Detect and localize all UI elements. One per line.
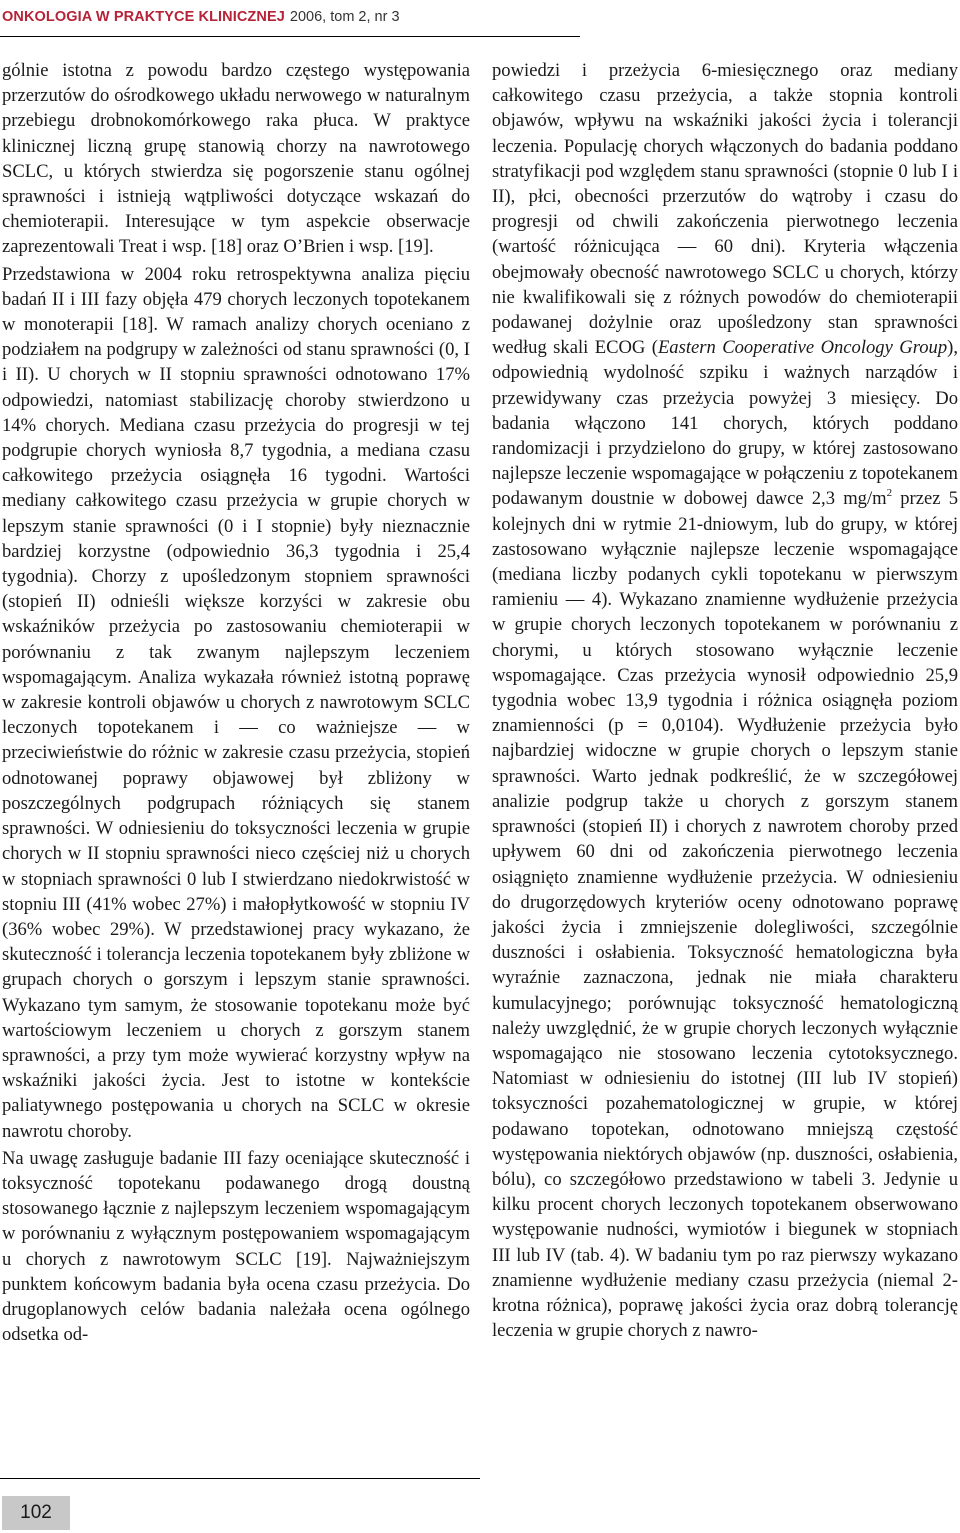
text-run: ), odpowiednią wydolność szpiku i ważnych narządów i przewidywany czas przeżycia powyżej 3 miesięcy. Do badania włączono 141 chorych, których poddano randomizacji i przydzielono do grupy, w której zastosowano najlepsze leczenie wspomagające w połączeniu z topotekanem podawanym doustnie w dobowej dawce 2,3 mg/m bbox=[492, 337, 958, 510]
text-run: przez 5 kolejnych dni w rytmie 21-dniowym, lub do grupy, w której zastosowano wyłącznie najlepsze leczenie wspomagające (mediana liczby podanych cykli topotekanu w pierwszym ramieniu — 4). Wykazano znamienne wydłużenie przeżycia w grupie chorych leczonych topotekanem w porównaniu z chorymi, u których stosowano wyłącznie leczenie wspomagające. Czas przeżycia wynosił odpowiednio 25,9 tygodnia wobec 13,9 tygodnia i różnica osiągnęła poziom znamienności (p = 0,0104). Wydłużenie przeżycia było najbardziej widoczne w grupie chorych o lepszym stanie sprawności. Warto jednak podkreślić, że w szczegółowej analizie podgrup także u chorych z gorszym stanem sprawności (stopień II) i chorych z nawrotem choroby przed upływem 60 dni od zakończenia pierwotnego leczenia osiągnięto znamienne wydłużenie przeżycia. W odniesieniu do drugorzędowych kryteriów oceny odnotowano poprawę jakości życia i zmniejszenie dolegliwości, szczególnie duszności i osłabienia. Toksyczność hematologiczna była wyraźnie zaznaczona, jednak nie miała charakteru kumulacyjnego; porównując toksyczność hematologiczną należy uwzględnić, że w grupie chorych leczonych wyłącznie wspomagająco nie stosowano leczenia cytotoksycznego. Natomiast w odniesieniu do istotnej (III lub IV stopień) toksyczności pozahematologicznej w grupie, w której podawano topotekan, odnotowano mniejszą częstość występowania niektórych objawów (np. duszności, osłabienia, bólu), co szczegółowo przedstawiono w tabeli 3. Jedynie u kilku procent chorych leczonych topotekanem obserwowano występowanie nudności, wymiotów i biegunek w stopniach III lub IV (tab. 4). W badaniu tym po raz pierwszy wykazano znamienne wydłużenie mediany czasu przeżycia (niemal 2-krotna różnica), poprawę jakości życia oraz dobrą tolerancję leczenia w grupie chorych z nawro- bbox=[492, 488, 958, 1342]
running-header bbox=[0, 0, 580, 37]
page-number: 102 bbox=[2, 1496, 70, 1530]
paragraph: Przedstawiona w 2004 roku retrospektywna analiza pięciu badań II i III fazy objęła 479 chorych leczonych topotekanem w monoterapii [18]. W ramach analizy chorych oceniano z podziałem na podgrupy w zależności od stanu sprawności (0, I i II). U chorych w II stopniu sprawności odnotowano 17% odpowiedzi, natomiast stabilizację choroby stwierdzono u 14% chorych. Mediana czasu przeżycia do progresji w tej podgrupie chorych wyniosła 8,7 tygodnia, a mediana czasu całkowitego przeżycia osiągnęła 16 tygodni. Wartości mediany całkowitego czasu przeżycia w grupie chorych w lepszym stanie sprawności (0 i I stopnie) były nieznacznie bardziej korzystne (odpowiednio 36,3 tygodnia i 25,4 tygodnia). Chorzy z upośledzonym stopniem sprawności (stopień II) odnieśli większe korzyści w zakresie obu wskaźników przeżycia po zastosowaniu chemioterapii w porównaniu z tak zwanym najlepszym leczeniem wspomagającym. Analiza wykazała również istotną poprawę w zakresie kontroli objawów u chorych z nawrotowym SCLC leczonych topotekanem i — co ważniejsze — w przeciwieństwie do różnic w zakresie czasu przeżycia, stopień odnotowanej poprawy objawowej był zbliżony w poszczególnych podgrupach różniących się stanem sprawności. W odniesieniu do toksyczności leczenia w grupie chorych w II stopniu sprawności nieco częściej niż u chorych w stopniach sprawności 0 lub I stwierdzano niedokrwistość w stopniu III (41% wobec 27%) i małopłytkowość w stopniu IV (36% wobec 29%). W przedstawionej pracy wykazano, że skuteczność i tolerancja leczenia topotekanem były zbliżone w grupach chorych o gorszym i lepszym stanie sprawności. Wykazano tym samym, że stosowanie topotekanu może być wartościowym leczeniem u chorych z gorszym stanem sprawności, a przy tym może wywierać korzystny wpływ na wskaźniki jakości życia. Jest to istotne w kontekście paliatywnego postępowania u chorych na SCLC w okresie nawrotu choroby. bbox=[2, 263, 470, 1142]
left-text-column bbox=[2, 58, 470, 1347]
text-run: powiedzi i przeżycia 6-miesięcznego oraz mediany całkowitego czasu przeżycia, a także stopnia kontroli objawów, wpływu na wskaźniki jakości życia i tolerancji leczenia. Populację chorych włączonych do badania poddano stratyfikacji pod względem stanu sprawności (stopnie 0 lub I i II), płci, obecności przerzutów do wątroby i czasu do progresji od chwili zakończenia pierwotnego leczenia (wartość różnicująca — 60 dni). Kryteria włączenia obejmowały obecność nawrotowego SCLC u chorych, którzy nie kwalifikowali się z różnych powodów do chemioterapii podawanej dożylnie oraz upośledzony stan sprawności według skali ECOG ( bbox=[492, 60, 958, 359]
issue-info: 2006, tom 2, nr 3 bbox=[289, 9, 400, 25]
journal-name: ONKOLOGIA W PRAKTYCE KLINICZNEJ bbox=[2, 9, 285, 25]
superscript: 2 bbox=[886, 487, 893, 500]
journal-title-bar bbox=[0, 0, 400, 34]
right-text-column bbox=[492, 58, 958, 1343]
paragraph: gólnie istotna z powodu bardzo częstego występowania przerzutów do ośrodkowego układu nerwowego w naturalnym przebiegu drobnokomórkowego raka płuca. W praktyce klinicznej liczną grupę stanowią chorzy na nawrotowego SCLC, u których stwierdza się pogorszenie stanu ogólnej sprawności i istnieją wątpliwości dotyczące wskazań do chemioterapii. Interesujące w tym aspekcie obserwacje zaprezentowali Treat i wsp. [18] oraz O’Brien i wsp. [19]. bbox=[2, 60, 470, 258]
footer-divider bbox=[0, 1478, 480, 1479]
paragraph bbox=[492, 58, 958, 1343]
ecog-expansion: Eastern Cooperative Oncology Group bbox=[657, 337, 948, 359]
paragraph: Na uwagę zasługuje badanie III fazy oceniające skuteczność i toksyczność topotekanu podawanego drogą doustną stosowanego łącznie z najlepszym leczeniem wspomagającym w porównaniu z wyłącznym postępowaniem wspomagającym u chorych z nawrotowym SCLC [19]. Najważniejszym punktem końcowym badania była ocena czasu przeżycia. Do drugoplanowych celów badania należała ocena ogólnego odsetka od- bbox=[2, 1147, 470, 1346]
